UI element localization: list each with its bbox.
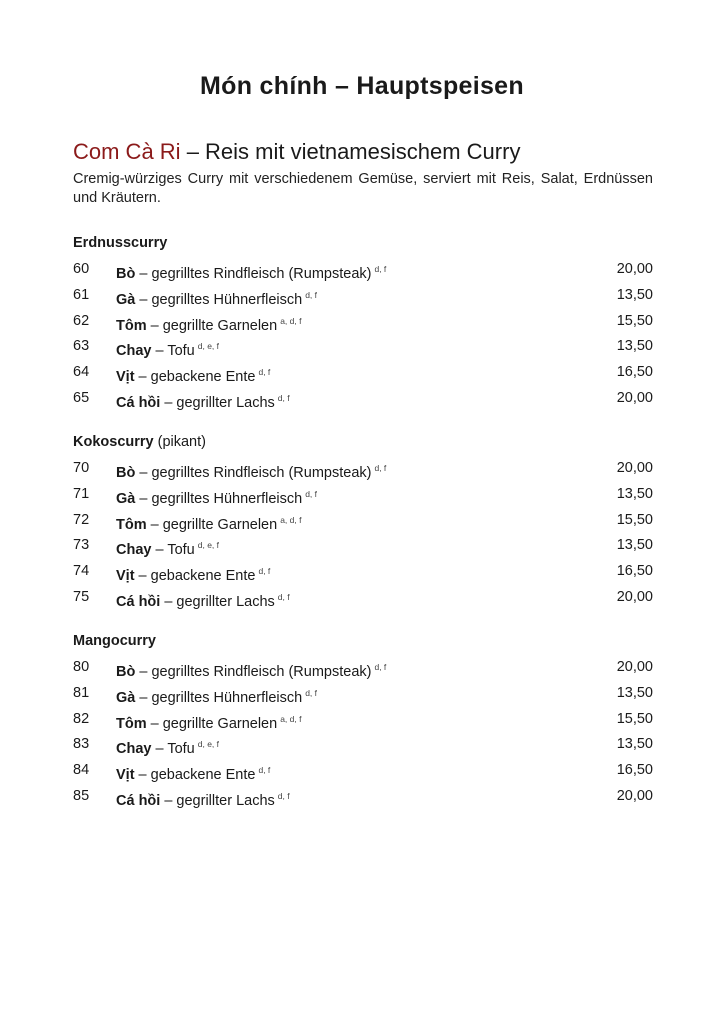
- item-allergens: d, f: [277, 790, 290, 801]
- item-number: 73: [73, 537, 90, 554]
- item-price: 20,00: [616, 389, 653, 406]
- item-name-de: – gegrillter Lachs: [160, 593, 275, 610]
- menu-item: [73, 285, 653, 311]
- item-number: 62: [73, 312, 90, 329]
- item-name: [116, 484, 317, 509]
- item-allergens: d, f: [374, 662, 387, 672]
- item-allergens: d, f: [374, 264, 387, 274]
- item-number: 63: [73, 338, 90, 355]
- section-mangocurry: [73, 631, 653, 812]
- menu-item: [73, 259, 653, 285]
- section-title: [73, 432, 653, 458]
- item-name: [116, 362, 270, 387]
- item-name-de: – gebackene Ente: [134, 369, 256, 386]
- item-allergens: d, e, f: [197, 540, 220, 551]
- item-allergens: d, f: [305, 488, 317, 499]
- item-allergens: d, f: [305, 289, 317, 300]
- item-name-de: – gegrillte Garnelen: [146, 317, 278, 334]
- item-name-vn: Chay: [116, 343, 152, 360]
- item-price: 15,50: [616, 511, 653, 528]
- item-allergens: d, f: [258, 566, 271, 577]
- item-name: [116, 561, 270, 586]
- menu-item: [73, 786, 653, 812]
- item-name-vn: Tôm: [116, 317, 147, 334]
- menu-item: [73, 709, 653, 735]
- item-name-vn: Gà: [116, 291, 136, 308]
- item-name-vn: Bò: [116, 266, 136, 282]
- menu-item: [73, 657, 653, 683]
- item-allergens: a, d, f: [280, 315, 302, 326]
- item-name: [116, 657, 386, 682]
- item-number: 64: [73, 364, 90, 381]
- item-name: [116, 285, 317, 310]
- menu-item: [73, 311, 653, 337]
- menu-item: [73, 734, 653, 760]
- item-name: [116, 786, 290, 811]
- item-name: [116, 760, 270, 785]
- item-allergens: d, e, f: [197, 341, 220, 352]
- item-name-de: – gegrilltes Hühnerfleisch: [135, 291, 303, 308]
- menu-item: [73, 362, 653, 388]
- section-title: [73, 233, 653, 259]
- item-name-vn: Cá hồi: [116, 792, 161, 809]
- section-title: [73, 631, 653, 657]
- section-title-main: Kokoscurry: [73, 434, 154, 450]
- menu-item: [73, 587, 653, 613]
- item-number: 85: [73, 787, 90, 804]
- item-name-de: – gegrillte Garnelen: [146, 516, 278, 533]
- item-name: [116, 709, 301, 734]
- item-name-vn: Vịt: [116, 369, 135, 386]
- item-allergens: d, f: [277, 591, 290, 602]
- item-name: [116, 683, 317, 708]
- item-number: 75: [73, 588, 90, 605]
- item-name-de: – gegrillte Garnelen: [146, 715, 278, 732]
- item-name: [116, 458, 386, 483]
- page-title: Món chính – Hauptspeisen: [200, 72, 524, 100]
- item-number: 84: [73, 762, 90, 779]
- item-name-de: – gebackene Ente: [134, 568, 256, 585]
- section-erdnusscurry: [73, 233, 653, 414]
- item-name: [116, 259, 386, 284]
- item-allergens: d, f: [258, 765, 271, 776]
- item-name-vn: Gà: [116, 689, 136, 706]
- item-name-vn: Bò: [116, 664, 136, 680]
- item-price: 20,00: [616, 787, 653, 804]
- item-name-de: – Tofu: [151, 343, 195, 360]
- item-price: 13,50: [616, 338, 653, 355]
- item-allergens: a, d, f: [280, 514, 302, 525]
- item-number: 82: [73, 710, 90, 727]
- item-price: 20,00: [616, 261, 653, 277]
- item-price: 13,50: [616, 485, 653, 502]
- item-name-vn: Chay: [116, 542, 152, 559]
- item-price: 16,50: [616, 364, 653, 381]
- item-number: 65: [73, 389, 90, 406]
- section-title-main: Mangocurry: [73, 633, 156, 649]
- item-name-vn: Tôm: [116, 516, 147, 533]
- item-name-de: – gegrillter Lachs: [160, 394, 275, 411]
- item-allergens: d, f: [277, 392, 290, 403]
- item-name: [116, 388, 290, 413]
- menu-item: [73, 510, 653, 536]
- section-title-main: Erdnusscurry: [73, 235, 168, 251]
- item-allergens: d, f: [258, 367, 271, 378]
- item-name: [116, 336, 219, 361]
- section-kokoscurry: [73, 432, 653, 613]
- item-name: [116, 587, 290, 612]
- item-name: [116, 311, 301, 336]
- item-price: 16,50: [616, 762, 653, 779]
- menu-item: [73, 388, 653, 414]
- item-name: [116, 535, 219, 560]
- item-allergens: d, f: [374, 463, 387, 473]
- menu-item: [73, 683, 653, 709]
- item-price: 13,50: [616, 286, 653, 303]
- dish-heading: [73, 139, 520, 165]
- menu-item: [73, 336, 653, 362]
- item-name-vn: Vịt: [116, 767, 135, 784]
- item-price: 15,50: [616, 710, 653, 727]
- item-price: 20,00: [616, 659, 653, 675]
- item-allergens: d, f: [305, 687, 317, 698]
- dish-name-de: – Reis mit vietnamesischem Curry: [180, 139, 521, 164]
- item-number: 80: [73, 659, 90, 675]
- dish-description: Cremig-würziges Curry mit verschiedenem Gemüse, serviert mit Reis, Salat, Erdnüssen und Kräutern.: [73, 171, 653, 206]
- item-allergens: a, d, f: [280, 713, 302, 724]
- item-name-de: – gebackene Ente: [134, 767, 256, 784]
- item-name-vn: Cá hồi: [116, 593, 161, 610]
- menu-item: [73, 484, 653, 510]
- item-name-vn: Tôm: [116, 715, 147, 732]
- item-name-de: – gegrilltes Hühnerfleisch: [135, 490, 303, 507]
- item-name-de: – gegrillter Lachs: [160, 792, 275, 809]
- item-number: 70: [73, 460, 90, 476]
- dish-name-vn: Com Cà Ri: [73, 139, 181, 164]
- item-number: 83: [73, 736, 90, 753]
- item-price: 16,50: [616, 563, 653, 580]
- item-price: 15,50: [616, 312, 653, 329]
- item-name-de: – gegrilltes Hühnerfleisch: [135, 689, 303, 706]
- item-name-de: – gegrilltes Rindfleisch (Rumpsteak): [135, 465, 372, 481]
- menu-item: [73, 760, 653, 786]
- menu-item: [73, 561, 653, 587]
- item-number: 81: [73, 684, 90, 701]
- item-name-vn: Chay: [116, 741, 152, 758]
- menu-item: [73, 535, 653, 561]
- item-price: 20,00: [616, 460, 653, 476]
- item-name: [116, 510, 301, 535]
- item-price: 13,50: [616, 537, 653, 554]
- item-number: 72: [73, 511, 90, 528]
- item-price: 13,50: [616, 736, 653, 753]
- item-name-de: – Tofu: [151, 542, 195, 559]
- item-name-vn: Gà: [116, 490, 136, 507]
- section-title-suffix: (pikant): [153, 434, 206, 450]
- item-name-vn: Bò: [116, 465, 136, 481]
- item-name-de: – gegrilltes Rindfleisch (Rumpsteak): [135, 664, 372, 680]
- item-price: 20,00: [616, 588, 653, 605]
- item-name-vn: Cá hồi: [116, 394, 161, 411]
- item-name-de: – gegrilltes Rindfleisch (Rumpsteak): [135, 266, 372, 282]
- item-number: 60: [73, 261, 90, 277]
- item-number: 74: [73, 563, 90, 580]
- item-number: 61: [73, 286, 90, 303]
- item-name: [116, 734, 219, 759]
- item-allergens: d, e, f: [197, 739, 220, 750]
- item-name-de: – Tofu: [151, 741, 195, 758]
- menu-item: [73, 458, 653, 484]
- item-price: 13,50: [616, 684, 653, 701]
- item-number: 71: [73, 485, 90, 502]
- item-name-vn: Vịt: [116, 568, 135, 585]
